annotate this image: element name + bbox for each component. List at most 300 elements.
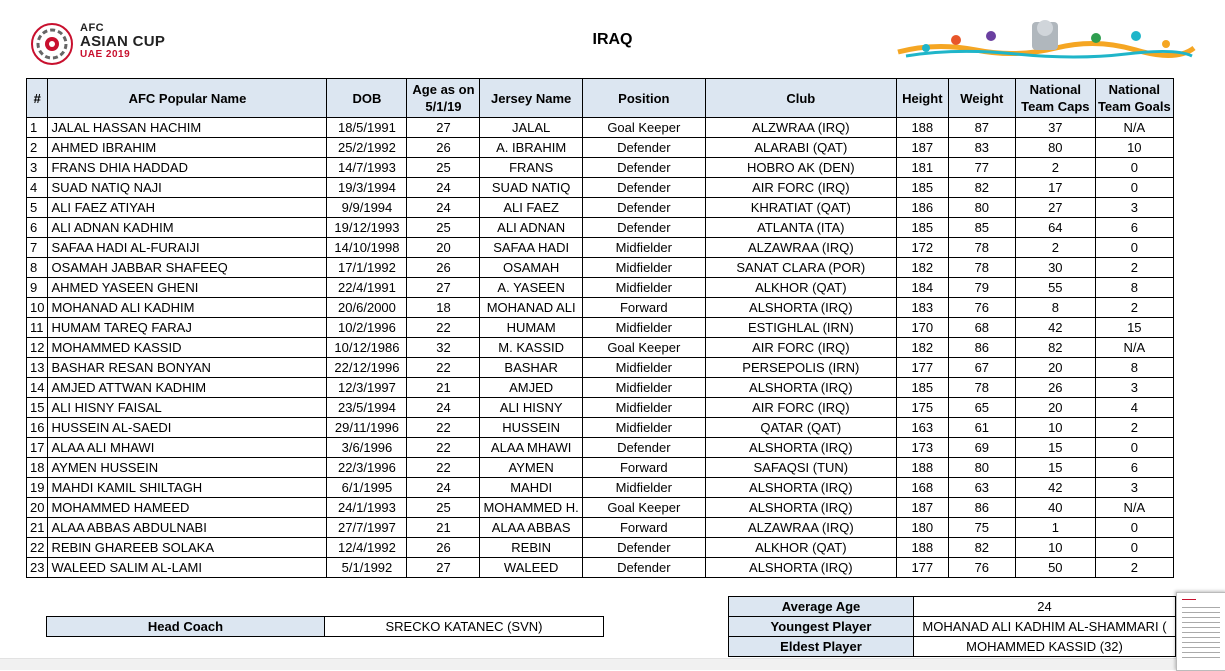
cell-dob: 9/9/1994: [327, 198, 407, 218]
cell-jersey-name: REBIN: [480, 538, 582, 558]
cell-position: Goal Keeper: [582, 338, 705, 358]
cell-jersey-name: ALI ADNAN: [480, 218, 582, 238]
cell-club: KHRATIAT (QAT): [705, 198, 896, 218]
cell-weight: 78: [948, 238, 1015, 258]
cell-popular-name: AHMED YASEEN GHENI: [48, 278, 327, 298]
team-stats-table: [728, 596, 1176, 657]
cell-goals: 10: [1095, 138, 1173, 158]
cell-caps: 1: [1015, 518, 1095, 538]
player-row: [27, 338, 1174, 358]
cell-height: 185: [896, 378, 948, 398]
cell-height: 181: [896, 158, 948, 178]
header-jersey-name: Jersey Name: [480, 79, 582, 118]
player-row: [27, 518, 1174, 538]
cell-height: 180: [896, 518, 948, 538]
cell-position: Midfielder: [582, 378, 705, 398]
cell-caps: 80: [1015, 138, 1095, 158]
header-name: AFC Popular Name: [48, 79, 327, 118]
cell-caps: 2: [1015, 238, 1095, 258]
cell-number: 1: [27, 118, 48, 138]
cell-age: 26: [407, 258, 480, 278]
cell-age: 20: [407, 238, 480, 258]
cell-number: 17: [27, 438, 48, 458]
cell-age: 22: [407, 358, 480, 378]
cell-goals: 8: [1095, 358, 1173, 378]
cell-age: 26: [407, 138, 480, 158]
cell-age: 32: [407, 338, 480, 358]
cell-weight: 82: [948, 178, 1015, 198]
cell-caps: 27: [1015, 198, 1095, 218]
cell-height: 184: [896, 278, 948, 298]
cell-number: 13: [27, 358, 48, 378]
cell-popular-name: OSAMAH JABBAR SHAFEEQ: [48, 258, 327, 278]
cell-caps: 2: [1015, 158, 1095, 178]
header-weight: Weight: [948, 79, 1015, 118]
roster-body: [27, 118, 1174, 578]
cell-popular-name: MAHDI KAMIL SHILTAGH: [48, 478, 327, 498]
cell-goals: 3: [1095, 198, 1173, 218]
header-club: Club: [705, 79, 896, 118]
cell-popular-name: FRANS DHIA HADDAD: [48, 158, 327, 178]
cell-position: Defender: [582, 218, 705, 238]
cell-goals: N/A: [1095, 338, 1173, 358]
cell-height: 183: [896, 298, 948, 318]
cell-popular-name: HUMAM TAREQ FARAJ: [48, 318, 327, 338]
cell-caps: 8: [1015, 298, 1095, 318]
cell-caps: 20: [1015, 398, 1095, 418]
cell-position: Midfielder: [582, 358, 705, 378]
cell-age: 26: [407, 538, 480, 558]
cell-position: Forward: [582, 518, 705, 538]
cell-position: Defender: [582, 558, 705, 578]
cell-number: 7: [27, 238, 48, 258]
cell-height: 170: [896, 318, 948, 338]
cell-position: Midfielder: [582, 478, 705, 498]
logo-line-afc: AFC: [80, 22, 105, 34]
stat-row: [729, 597, 1176, 617]
cell-dob: 23/5/1994: [327, 398, 407, 418]
player-row: [27, 198, 1174, 218]
cell-caps: 17: [1015, 178, 1095, 198]
cell-position: Midfielder: [582, 238, 705, 258]
cell-dob: 27/7/1997: [327, 518, 407, 538]
viewer-bottom-bar: [0, 658, 1176, 670]
player-row: [27, 538, 1174, 558]
cell-jersey-name: A. IBRAHIM: [480, 138, 582, 158]
cell-club: ALZAWRAA (IRQ): [705, 238, 896, 258]
cell-dob: 3/6/1996: [327, 438, 407, 458]
cell-number: 3: [27, 158, 48, 178]
cell-jersey-name: M. KASSID: [480, 338, 582, 358]
eldest-player-value: MOHAMMED KASSID (32): [914, 637, 1176, 657]
roster-header-row: [27, 79, 1174, 118]
cell-popular-name: ALI FAEZ ATIYAH: [48, 198, 327, 218]
cell-age: 25: [407, 218, 480, 238]
cell-height: 185: [896, 218, 948, 238]
cell-number: 20: [27, 498, 48, 518]
player-row: [27, 358, 1174, 378]
cell-club: ALZWRAA (IRQ): [705, 118, 896, 138]
cell-popular-name: MOHANAD ALI KADHIM: [48, 298, 327, 318]
cell-club: ALARABI (QAT): [705, 138, 896, 158]
cell-popular-name: HUSSEIN AL-SAEDI: [48, 418, 327, 438]
cell-dob: 6/1/1995: [327, 478, 407, 498]
cell-jersey-name: HUSSEIN: [480, 418, 582, 438]
player-row: [27, 278, 1174, 298]
cell-height: 187: [896, 138, 948, 158]
player-row: [27, 298, 1174, 318]
cell-number: 22: [27, 538, 48, 558]
country-title: IRAQ: [592, 31, 633, 48]
cell-height: 177: [896, 358, 948, 378]
cell-popular-name: ALI HISNY FAISAL: [48, 398, 327, 418]
cell-goals: 15: [1095, 318, 1173, 338]
cell-height: 175: [896, 398, 948, 418]
player-row: [27, 478, 1174, 498]
cell-jersey-name: AMJED: [480, 378, 582, 398]
cell-jersey-name: WALEED: [480, 558, 582, 578]
cell-jersey-name: ALAA MHAWI: [480, 438, 582, 458]
player-row: [27, 158, 1174, 178]
cell-height: 185: [896, 178, 948, 198]
cell-caps: 30: [1015, 258, 1095, 278]
cell-jersey-name: FRANS: [480, 158, 582, 178]
cell-goals: 4: [1095, 398, 1173, 418]
cell-jersey-name: JALAL: [480, 118, 582, 138]
cell-club: ESTIGHLAL (IRN): [705, 318, 896, 338]
cell-age: 27: [407, 118, 480, 138]
cell-dob: 24/1/1993: [327, 498, 407, 518]
cell-club: ALSHORTA (IRQ): [705, 378, 896, 398]
cell-number: 18: [27, 458, 48, 478]
cell-weight: 76: [948, 558, 1015, 578]
cell-club: ALKHOR (QAT): [705, 538, 896, 558]
cell-height: 187: [896, 498, 948, 518]
cell-age: 21: [407, 378, 480, 398]
player-row: [27, 118, 1174, 138]
cell-dob: 25/2/1992: [327, 138, 407, 158]
cell-dob: 14/7/1993: [327, 158, 407, 178]
cell-position: Goal Keeper: [582, 118, 705, 138]
cell-goals: 0: [1095, 178, 1173, 198]
cell-position: Defender: [582, 178, 705, 198]
cell-jersey-name: BASHAR: [480, 358, 582, 378]
cell-position: Defender: [582, 138, 705, 158]
cell-position: Defender: [582, 538, 705, 558]
cell-weight: 87: [948, 118, 1015, 138]
cell-popular-name: ALAA ALI MHAWI: [48, 438, 327, 458]
cell-age: 22: [407, 458, 480, 478]
cell-position: Midfielder: [582, 318, 705, 338]
cell-position: Defender: [582, 158, 705, 178]
cell-weight: 67: [948, 358, 1015, 378]
cell-weight: 65: [948, 398, 1015, 418]
cell-popular-name: JALAL HASSAN HACHIM: [48, 118, 327, 138]
cell-dob: 19/12/1993: [327, 218, 407, 238]
cell-goals: 0: [1095, 518, 1173, 538]
cell-weight: 78: [948, 258, 1015, 278]
cell-club: AIR FORC (IRQ): [705, 178, 896, 198]
cell-caps: 64: [1015, 218, 1095, 238]
cell-goals: 2: [1095, 298, 1173, 318]
head-coach-label: Head Coach: [47, 617, 325, 637]
head-coach-row: [47, 617, 604, 637]
cell-jersey-name: ALI FAEZ: [480, 198, 582, 218]
cell-jersey-name: HUMAM: [480, 318, 582, 338]
cell-weight: 80: [948, 458, 1015, 478]
cell-jersey-name: OSAMAH: [480, 258, 582, 278]
cell-jersey-name: SUAD NATIQ: [480, 178, 582, 198]
player-row: [27, 438, 1174, 458]
cell-goals: 0: [1095, 238, 1173, 258]
cell-weight: 61: [948, 418, 1015, 438]
cell-popular-name: MOHAMMED KASSID: [48, 338, 327, 358]
head-coach-table: [46, 616, 604, 637]
header-dob: DOB: [327, 79, 407, 118]
cell-popular-name: WALEED SALIM AL-LAMI: [48, 558, 327, 578]
cell-jersey-name: ALAA ABBAS: [480, 518, 582, 538]
cell-jersey-name: AYMEN: [480, 458, 582, 478]
thumbnail-line: [1182, 657, 1220, 658]
cell-weight: 69: [948, 438, 1015, 458]
cell-age: 27: [407, 278, 480, 298]
player-row: [27, 178, 1174, 198]
cell-number: 21: [27, 518, 48, 538]
cell-dob: 18/5/1991: [327, 118, 407, 138]
cell-dob: 12/3/1997: [327, 378, 407, 398]
thumbnail-line: [1182, 637, 1220, 638]
cell-dob: 29/11/1996: [327, 418, 407, 438]
cell-position: Defender: [582, 438, 705, 458]
cell-goals: 0: [1095, 158, 1173, 178]
cell-dob: 14/10/1998: [327, 238, 407, 258]
cell-height: 182: [896, 258, 948, 278]
cell-position: Midfielder: [582, 418, 705, 438]
player-row: [27, 398, 1174, 418]
thumbnail-line: [1182, 607, 1220, 608]
cell-number: 2: [27, 138, 48, 158]
cell-popular-name: REBIN GHAREEB SOLAKA: [48, 538, 327, 558]
cell-height: 172: [896, 238, 948, 258]
cell-number: 11: [27, 318, 48, 338]
cell-caps: 50: [1015, 558, 1095, 578]
cell-caps: 42: [1015, 478, 1095, 498]
cell-club: ALSHORTA (IRQ): [705, 438, 896, 458]
cell-age: 27: [407, 558, 480, 578]
cell-goals: 3: [1095, 478, 1173, 498]
page-thumbnail[interactable]: [1176, 592, 1225, 671]
cell-number: 5: [27, 198, 48, 218]
cell-dob: 12/4/1992: [327, 538, 407, 558]
cell-dob: 19/3/1994: [327, 178, 407, 198]
thumbnail-line: [1182, 652, 1220, 653]
cell-club: ALSHORTA (IRQ): [705, 478, 896, 498]
cell-popular-name: SAFAA HADI AL-FURAIJI: [48, 238, 327, 258]
cell-position: Midfielder: [582, 398, 705, 418]
cell-goals: N/A: [1095, 498, 1173, 518]
cell-weight: 68: [948, 318, 1015, 338]
player-row: [27, 558, 1174, 578]
cell-age: 22: [407, 438, 480, 458]
cell-goals: 8: [1095, 278, 1173, 298]
cell-club: AIR FORC (IRQ): [705, 338, 896, 358]
cell-age: 25: [407, 498, 480, 518]
cell-caps: 15: [1015, 458, 1095, 478]
header-height: Height: [896, 79, 948, 118]
cell-jersey-name: MOHANAD ALI: [480, 298, 582, 318]
cell-popular-name: AMJED ATTWAN KADHIM: [48, 378, 327, 398]
cell-position: Defender: [582, 198, 705, 218]
cell-height: 163: [896, 418, 948, 438]
cell-position: Midfielder: [582, 258, 705, 278]
logo-line-uae: UAE 2019: [80, 49, 131, 60]
cell-weight: 79: [948, 278, 1015, 298]
player-row: [27, 218, 1174, 238]
player-row: [27, 138, 1174, 158]
cell-age: 22: [407, 418, 480, 438]
cell-club: HOBRO AK (DEN): [705, 158, 896, 178]
player-row: [27, 238, 1174, 258]
cell-height: 168: [896, 478, 948, 498]
stat-row: [729, 637, 1176, 657]
cell-caps: 82: [1015, 338, 1095, 358]
cell-popular-name: ALAA ABBAS ABDULNABI: [48, 518, 327, 538]
cell-caps: 15: [1015, 438, 1095, 458]
cell-popular-name: BASHAR RESAN BONYAN: [48, 358, 327, 378]
cell-age: 24: [407, 478, 480, 498]
tournament-banner-graphic: [896, 18, 1196, 64]
cell-jersey-name: ALI HISNY: [480, 398, 582, 418]
cell-weight: 63: [948, 478, 1015, 498]
cell-jersey-name: A. YASEEN: [480, 278, 582, 298]
cell-height: 173: [896, 438, 948, 458]
cell-popular-name: ALI ADNAN KADHIM: [48, 218, 327, 238]
cell-goals: 2: [1095, 418, 1173, 438]
cell-dob: 10/12/1986: [327, 338, 407, 358]
cell-weight: 86: [948, 498, 1015, 518]
cell-goals: 6: [1095, 458, 1173, 478]
cell-height: 188: [896, 118, 948, 138]
cell-dob: 22/12/1996: [327, 358, 407, 378]
cell-weight: 76: [948, 298, 1015, 318]
average-age-value: 24: [914, 597, 1176, 617]
cell-weight: 78: [948, 378, 1015, 398]
cell-club: ATLANTA (ITA): [705, 218, 896, 238]
cell-position: Midfielder: [582, 278, 705, 298]
cell-club: ALSHORTA (IRQ): [705, 298, 896, 318]
cell-weight: 77: [948, 158, 1015, 178]
cell-club: SAFAQSI (TUN): [705, 458, 896, 478]
cell-number: 6: [27, 218, 48, 238]
cell-number: 16: [27, 418, 48, 438]
thumbnail-line: [1182, 647, 1220, 648]
cell-number: 9: [27, 278, 48, 298]
cell-goals: N/A: [1095, 118, 1173, 138]
cell-club: QATAR (QAT): [705, 418, 896, 438]
cell-goals: 0: [1095, 438, 1173, 458]
cell-caps: 20: [1015, 358, 1095, 378]
cell-number: 4: [27, 178, 48, 198]
cell-weight: 82: [948, 538, 1015, 558]
player-row: [27, 498, 1174, 518]
cell-goals: 2: [1095, 558, 1173, 578]
player-row: [27, 418, 1174, 438]
cell-dob: 22/3/1996: [327, 458, 407, 478]
thumbnail-line: [1182, 627, 1220, 628]
cell-club: ALKHOR (QAT): [705, 278, 896, 298]
head-coach-value: SRECKO KATANEC (SVN): [325, 617, 604, 637]
player-row: [27, 378, 1174, 398]
cell-weight: 80: [948, 198, 1015, 218]
cell-age: 24: [407, 198, 480, 218]
cell-goals: 3: [1095, 378, 1173, 398]
cell-age: 24: [407, 178, 480, 198]
cell-dob: 22/4/1991: [327, 278, 407, 298]
cell-caps: 10: [1015, 538, 1095, 558]
cell-dob: 17/1/1992: [327, 258, 407, 278]
cell-number: 12: [27, 338, 48, 358]
cell-popular-name: AYMEN HUSSEIN: [48, 458, 327, 478]
cell-age: 22: [407, 318, 480, 338]
header-number: #: [27, 79, 48, 118]
cell-goals: 6: [1095, 218, 1173, 238]
cell-weight: 75: [948, 518, 1015, 538]
thumbnail-line: [1182, 632, 1220, 633]
average-age-label: Average Age: [729, 597, 914, 617]
cell-number: 19: [27, 478, 48, 498]
cell-club: ALSHORTA (IRQ): [705, 558, 896, 578]
thumbnail-line: [1182, 617, 1220, 618]
cell-weight: 83: [948, 138, 1015, 158]
cell-weight: 86: [948, 338, 1015, 358]
cell-weight: 85: [948, 218, 1015, 238]
cell-height: 186: [896, 198, 948, 218]
player-row: [27, 258, 1174, 278]
cell-popular-name: MOHAMMED HAMEED: [48, 498, 327, 518]
cell-club: PERSEPOLIS (IRN): [705, 358, 896, 378]
cell-number: 8: [27, 258, 48, 278]
cell-jersey-name: MAHDI: [480, 478, 582, 498]
cell-club: ALSHORTA (IRQ): [705, 498, 896, 518]
player-row: [27, 318, 1174, 338]
cell-number: 10: [27, 298, 48, 318]
cell-dob: 5/1/1992: [327, 558, 407, 578]
logo-line-asian-cup: ASIAN CUP: [80, 33, 166, 50]
cell-caps: 55: [1015, 278, 1095, 298]
cell-number: 15: [27, 398, 48, 418]
cell-club: AIR FORC (IRQ): [705, 398, 896, 418]
youngest-player-label: Youngest Player: [729, 617, 914, 637]
header-position: Position: [582, 79, 705, 118]
header-age: Age as on 5/1/19: [407, 79, 480, 118]
cell-caps: 26: [1015, 378, 1095, 398]
stat-row: [729, 617, 1176, 637]
thumbnail-line: [1182, 622, 1220, 623]
cell-position: Forward: [582, 458, 705, 478]
cell-caps: 10: [1015, 418, 1095, 438]
cell-number: 23: [27, 558, 48, 578]
header-goals: National Team Goals: [1095, 79, 1173, 118]
cell-goals: 2: [1095, 258, 1173, 278]
cell-caps: 40: [1015, 498, 1095, 518]
roster-table: [26, 78, 1174, 578]
thumbnail-line: [1182, 612, 1220, 613]
cell-club: ALZAWRAA (IRQ): [705, 518, 896, 538]
cell-jersey-name: MOHAMMED H.: [480, 498, 582, 518]
cell-height: 182: [896, 338, 948, 358]
cell-age: 21: [407, 518, 480, 538]
cell-age: 25: [407, 158, 480, 178]
